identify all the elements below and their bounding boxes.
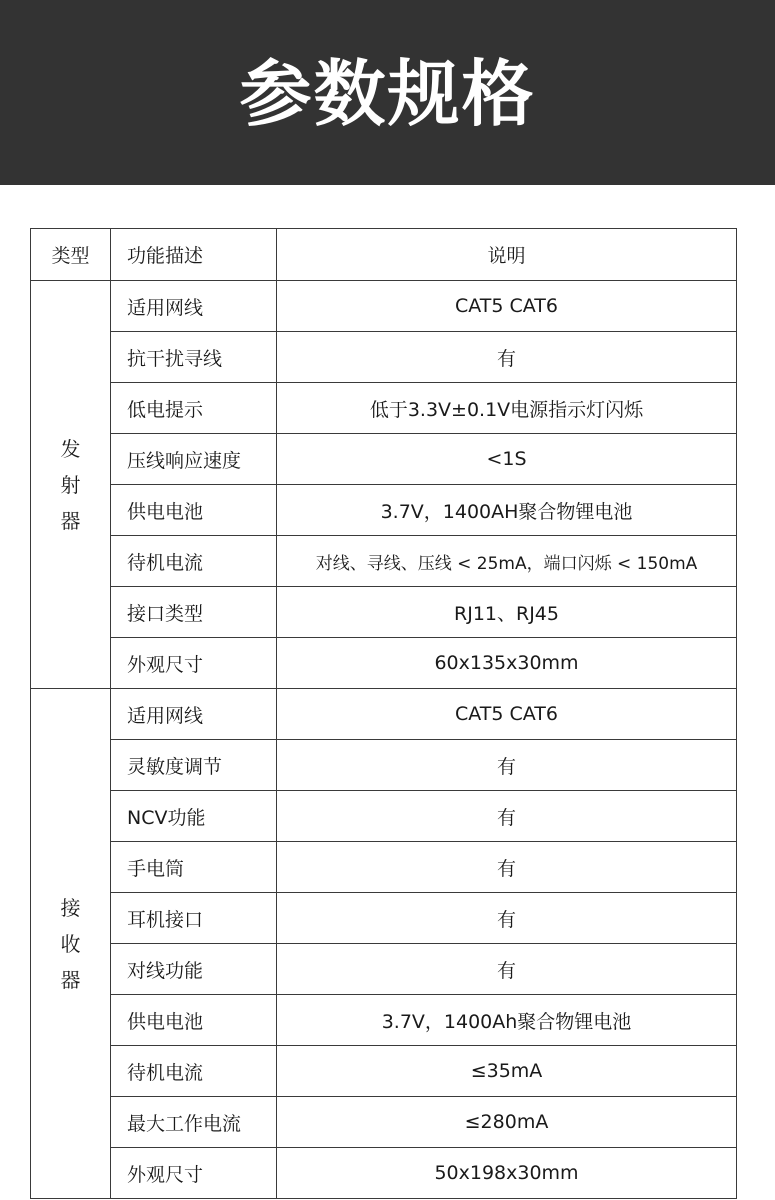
feature-cell: 供电电池 bbox=[111, 995, 277, 1046]
feature-cell: 待机电流 bbox=[111, 1046, 277, 1097]
description-cell: 有 bbox=[277, 332, 737, 383]
table-row bbox=[31, 1097, 737, 1148]
column-header-feature: 功能描述 bbox=[111, 229, 277, 281]
feature-cell: 对线功能 bbox=[111, 944, 277, 995]
feature-cell: 外观尺寸 bbox=[111, 1148, 277, 1199]
table-row bbox=[31, 944, 737, 995]
feature-cell: 耳机接口 bbox=[111, 893, 277, 944]
device-type-char: 接 bbox=[60, 895, 81, 920]
device-type-label bbox=[31, 435, 110, 535]
description-cell: 低于3.3V±0.1V电源指示灯闪烁 bbox=[277, 383, 737, 434]
device-type-char: 器 bbox=[60, 967, 81, 992]
description-cell: 60x135x30mm bbox=[277, 638, 737, 689]
feature-cell: 灵敏度调节 bbox=[111, 740, 277, 791]
description-cell: 3.7V，1400AH聚合物锂电池 bbox=[277, 485, 737, 536]
device-type-cell bbox=[31, 689, 111, 1199]
description-cell: 有 bbox=[277, 842, 737, 893]
device-type-cell bbox=[31, 281, 111, 689]
spec-table bbox=[30, 228, 737, 1199]
feature-cell: 待机电流 bbox=[111, 536, 277, 587]
table-row bbox=[31, 383, 737, 434]
description-cell: 50x198x30mm bbox=[277, 1148, 737, 1199]
table-row bbox=[31, 791, 737, 842]
column-header-type: 类型 bbox=[31, 229, 111, 281]
feature-cell: 供电电池 bbox=[111, 485, 277, 536]
table-row bbox=[31, 740, 737, 791]
description-cell: 有 bbox=[277, 791, 737, 842]
feature-cell: 适用网线 bbox=[111, 281, 277, 332]
page-title: 参数规格 bbox=[239, 51, 536, 136]
table-row bbox=[31, 485, 737, 536]
description-cell: CAT5 CAT6 bbox=[277, 689, 737, 740]
table-row bbox=[31, 638, 737, 689]
table-row bbox=[31, 434, 737, 485]
feature-cell: 最大工作电流 bbox=[111, 1097, 277, 1148]
feature-cell: 适用网线 bbox=[111, 689, 277, 740]
table-row bbox=[31, 536, 737, 587]
device-type-char: 收 bbox=[60, 931, 81, 956]
description-cell: ≤35mA bbox=[277, 1046, 737, 1097]
description-cell: 有 bbox=[277, 893, 737, 944]
feature-cell: 压线响应速度 bbox=[111, 434, 277, 485]
device-type-char: 器 bbox=[60, 508, 81, 533]
description-cell: ≤280mA bbox=[277, 1097, 737, 1148]
table-row bbox=[31, 281, 737, 332]
description-cell: 对线、寻线、压线 < 25mA，端口闪烁 < 150mA bbox=[277, 536, 737, 587]
table-header-row bbox=[31, 229, 737, 281]
description-cell: RJ11、RJ45 bbox=[277, 587, 737, 638]
feature-cell: 抗干扰寻线 bbox=[111, 332, 277, 383]
table-row bbox=[31, 1046, 737, 1097]
table-row bbox=[31, 842, 737, 893]
table-row bbox=[31, 332, 737, 383]
table-row bbox=[31, 893, 737, 944]
device-type-char: 射 bbox=[60, 472, 81, 497]
description-cell: 3.7V，1400Ah聚合物锂电池 bbox=[277, 995, 737, 1046]
table-row bbox=[31, 1148, 737, 1199]
feature-cell: NCV功能 bbox=[111, 791, 277, 842]
header-banner bbox=[0, 0, 775, 185]
column-header-description: 说明 bbox=[277, 229, 737, 281]
feature-cell: 外观尺寸 bbox=[111, 638, 277, 689]
description-cell: CAT5 CAT6 bbox=[277, 281, 737, 332]
feature-cell: 低电提示 bbox=[111, 383, 277, 434]
device-type-char: 发 bbox=[60, 436, 81, 461]
table-row bbox=[31, 587, 737, 638]
table-row bbox=[31, 995, 737, 1046]
device-type-label bbox=[31, 894, 110, 994]
feature-cell: 手电筒 bbox=[111, 842, 277, 893]
feature-cell: 接口类型 bbox=[111, 587, 277, 638]
description-cell: 有 bbox=[277, 740, 737, 791]
description-cell: <1S bbox=[277, 434, 737, 485]
description-cell: 有 bbox=[277, 944, 737, 995]
table-row bbox=[31, 689, 737, 740]
